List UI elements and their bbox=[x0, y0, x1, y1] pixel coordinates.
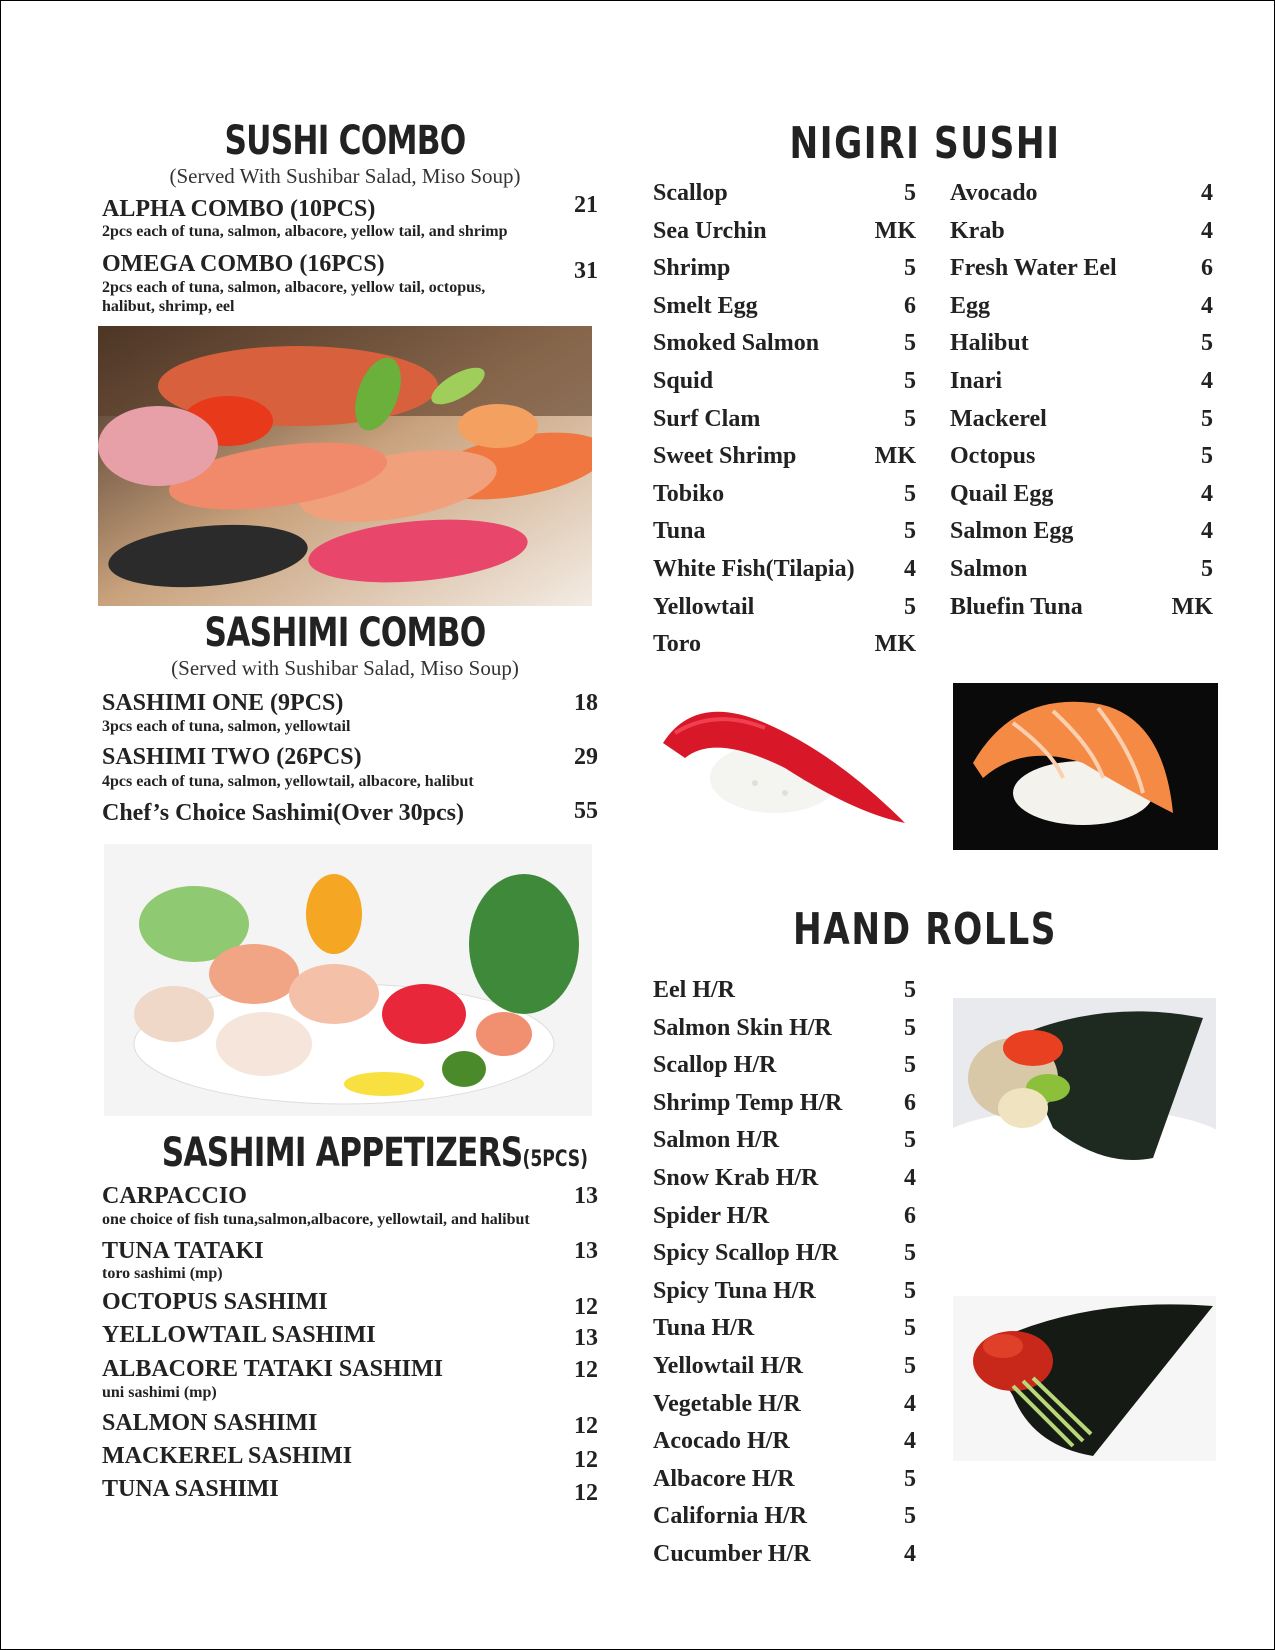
menu-row bbox=[653, 1015, 916, 1051]
menu-row bbox=[653, 406, 916, 442]
menu-item-name: Salmon Skin H/R bbox=[653, 1014, 832, 1041]
menu-item-name: Mackerel bbox=[950, 405, 1047, 432]
menu-row bbox=[653, 1391, 916, 1427]
menu-row bbox=[950, 330, 1213, 366]
menu-item-price: MK bbox=[874, 217, 916, 244]
menu-item-name: Inari bbox=[950, 368, 1003, 394]
appetizer-name: SALMON SASHIMI bbox=[102, 1410, 318, 1436]
appetizer-price: 13 bbox=[574, 1325, 598, 1351]
menu-row bbox=[653, 218, 916, 254]
menu-item-name: Smelt Egg bbox=[653, 292, 758, 319]
menu-row bbox=[653, 1203, 916, 1239]
menu-row bbox=[950, 218, 1213, 254]
menu-item-name: Octopus bbox=[950, 443, 1036, 470]
menu-item-price: 5 bbox=[904, 518, 916, 545]
menu-row bbox=[653, 255, 916, 291]
appetizer-name: CARPACCIO bbox=[102, 1183, 247, 1209]
menu-item-name: Salmon H/R bbox=[653, 1127, 780, 1154]
menu-item-price: 6 bbox=[1201, 255, 1213, 282]
appetizer-price: 12 bbox=[574, 1480, 598, 1506]
menu-row bbox=[653, 594, 916, 630]
menu-item-name: Krab bbox=[950, 217, 1005, 244]
menu-item-price: 4 bbox=[1201, 518, 1213, 545]
combo-item-desc: halibut, shrimp, eel bbox=[102, 298, 235, 315]
menu-row bbox=[950, 594, 1213, 630]
menu-item-price: 4 bbox=[904, 1390, 916, 1417]
menu-item-name: Acocado H/R bbox=[653, 1428, 790, 1455]
menu-row bbox=[653, 1541, 916, 1577]
menu-item-name: Sweet Shrimp bbox=[653, 443, 797, 470]
menu-row bbox=[950, 556, 1213, 592]
menu-row bbox=[653, 556, 916, 592]
menu-item-price: 5 bbox=[904, 180, 916, 206]
sashimi-combo-title: SASHIMI COMBO bbox=[204, 610, 486, 656]
appetizer-price: 12 bbox=[574, 1447, 598, 1473]
menu-item-price: 4 bbox=[904, 1165, 916, 1191]
menu-item-name: Tobiko bbox=[653, 480, 725, 507]
tuna-nigiri-photo bbox=[655, 683, 915, 843]
menu-item-price: 4 bbox=[904, 1428, 916, 1455]
appetizer-desc: uni sashimi (mp) bbox=[102, 1384, 217, 1401]
sushi-combo-subtitle: (Served With Sushibar Salad, Miso Soup) bbox=[169, 164, 521, 188]
combo-item-price: 18 bbox=[574, 690, 598, 716]
menu-item-price: 4 bbox=[1201, 368, 1213, 394]
menu-item-price: 4 bbox=[1201, 292, 1213, 319]
menu-item-name: Bluefin Tuna bbox=[950, 593, 1083, 620]
menu-row bbox=[653, 631, 916, 667]
combo-item-name: SASHIMI TWO (26PCS) bbox=[102, 744, 362, 770]
appetizer-price: 13 bbox=[574, 1183, 598, 1209]
menu-item-name: Tuna H/R bbox=[653, 1315, 755, 1342]
menu-item-price: 4 bbox=[904, 1541, 916, 1567]
combo-item-name: SASHIMI ONE (9PCS) bbox=[102, 690, 344, 716]
menu-row bbox=[950, 481, 1213, 517]
menu-item-name: Quail Egg bbox=[950, 480, 1054, 507]
menu-item-price: 5 bbox=[904, 330, 916, 357]
menu-item-name: Tuna bbox=[653, 518, 706, 545]
menu-item-price: 5 bbox=[904, 1240, 916, 1267]
menu-row bbox=[653, 1503, 916, 1539]
menu-row bbox=[950, 518, 1213, 554]
menu-item-name: Eel H/R bbox=[653, 977, 735, 1003]
appetizer-name: TUNA TATAKI bbox=[102, 1238, 264, 1264]
menu-row bbox=[653, 293, 916, 329]
menu-row bbox=[950, 255, 1213, 291]
appetizer-price: 12 bbox=[574, 1294, 598, 1320]
menu-row bbox=[653, 180, 916, 216]
menu-row bbox=[653, 443, 916, 479]
menu-item-price: 5 bbox=[904, 1127, 916, 1154]
combo-item-name: ALPHA COMBO (10PCS) bbox=[102, 196, 376, 222]
appetizer-price: 13 bbox=[574, 1238, 598, 1264]
sushi-platter-photo bbox=[98, 326, 592, 606]
sashimi-appetizers-title-text: SASHIMI APPETIZERS bbox=[161, 1130, 523, 1176]
menu-row bbox=[653, 481, 916, 517]
combo-item-desc: 2pcs each of tuna, salmon, albacore, yellow tail, and shrimp bbox=[102, 223, 508, 240]
spicy-hand-roll-photo bbox=[953, 1296, 1216, 1461]
sashimi-combo-subtitle: (Served with Sushibar Salad, Miso Soup) bbox=[171, 656, 519, 680]
menu-item-name: Vegetable H/R bbox=[653, 1390, 801, 1417]
menu-item-name: Yellowtail H/R bbox=[653, 1353, 803, 1379]
menu-item-name: Cucumber H/R bbox=[653, 1541, 811, 1567]
menu-row bbox=[950, 443, 1213, 479]
sushi-combo-title: SUSHI COMBO bbox=[224, 118, 466, 164]
menu-item-price: 5 bbox=[1201, 443, 1213, 470]
appetizer-desc: toro sashimi (mp) bbox=[102, 1265, 223, 1282]
menu-item-price: 4 bbox=[1201, 217, 1213, 244]
menu-item-price: 5 bbox=[1201, 330, 1213, 357]
menu-item-price: 5 bbox=[904, 480, 916, 507]
combo-item-name: OMEGA COMBO (16PCS) bbox=[102, 251, 385, 277]
appetizer-price: 12 bbox=[574, 1413, 598, 1439]
combo-item-price: 31 bbox=[574, 258, 598, 284]
menu-item-name: Snow Krab H/R bbox=[653, 1165, 819, 1191]
menu-item-price: 5 bbox=[904, 1277, 916, 1304]
menu-item-name: Toro bbox=[653, 631, 702, 658]
menu-item-name: Sea Urchin bbox=[653, 217, 767, 244]
menu-item-price: 5 bbox=[904, 1014, 916, 1041]
appetizer-price: 12 bbox=[574, 1357, 598, 1383]
sashimi-appetizers-note: (5PCS) bbox=[522, 1147, 588, 1172]
menu-item-name: Halibut bbox=[950, 330, 1029, 357]
menu-row bbox=[653, 1052, 916, 1088]
menu-item-price: 6 bbox=[904, 292, 916, 319]
combo-item-price: 55 bbox=[574, 798, 598, 824]
menu-row bbox=[653, 1315, 916, 1351]
menu-item-name: White Fish(Tilapia) bbox=[653, 556, 855, 582]
menu-item-name: California H/R bbox=[653, 1503, 807, 1530]
menu-item-price: 5 bbox=[904, 1353, 916, 1379]
menu-row bbox=[653, 1127, 916, 1163]
appetizer-name: TUNA SASHIMI bbox=[102, 1476, 279, 1502]
combo-item-desc: 3pcs each of tuna, salmon, yellowtail bbox=[102, 718, 351, 735]
hand-rolls-title: HAND ROLLS bbox=[792, 904, 1058, 955]
nigiri-sushi-title: NIGIRI SUSHI bbox=[789, 118, 1061, 169]
menu-row bbox=[653, 1353, 916, 1389]
menu-item-name: Egg bbox=[950, 292, 991, 319]
sashimi-plate-photo bbox=[104, 844, 592, 1116]
menu-item-price: 5 bbox=[1201, 405, 1213, 432]
menu-item-name: Squid bbox=[653, 368, 714, 394]
menu-item-name: Avocado bbox=[950, 180, 1038, 206]
appetizer-name: OCTOPUS SASHIMI bbox=[102, 1289, 328, 1315]
menu-item-price: 4 bbox=[1201, 480, 1213, 507]
menu-row bbox=[653, 1090, 916, 1126]
menu-item-name: Albacore H/R bbox=[653, 1465, 795, 1492]
menu-item-price: 4 bbox=[1201, 180, 1213, 206]
menu-row bbox=[653, 518, 916, 554]
combo-item-desc: 4pcs each of tuna, salmon, yellowtail, albacore, halibut bbox=[102, 773, 474, 790]
menu-item-name: Yellowtail bbox=[653, 593, 755, 620]
menu-row bbox=[950, 406, 1213, 442]
menu-item-price: 4 bbox=[904, 556, 916, 582]
appetizer-desc: one choice of fish tuna,salmon,albacore, yellowtail, and halibut bbox=[102, 1211, 530, 1228]
menu-row bbox=[653, 977, 916, 1013]
menu-item-price: 6 bbox=[904, 1202, 916, 1229]
appetizer-name: YELLOWTAIL SASHIMI bbox=[102, 1322, 376, 1348]
menu-item-name: Scallop bbox=[653, 180, 728, 206]
menu-item-price: 6 bbox=[904, 1089, 916, 1116]
menu-item-name: Salmon bbox=[950, 556, 1028, 582]
salmon-nigiri-photo bbox=[953, 683, 1218, 850]
hand-roll-photo bbox=[953, 998, 1216, 1165]
menu-item-price: 5 bbox=[904, 977, 916, 1003]
menu-item-name: Spider H/R bbox=[653, 1202, 770, 1229]
menu-item-price: 5 bbox=[904, 1465, 916, 1492]
menu-item-price: MK bbox=[1171, 593, 1213, 620]
menu-item-name: Shrimp bbox=[653, 255, 731, 282]
menu-item-price: MK bbox=[874, 443, 916, 470]
menu-row bbox=[653, 1240, 916, 1276]
menu-item-price: 5 bbox=[904, 1503, 916, 1530]
menu-item-name: Spicy Scallop H/R bbox=[653, 1240, 839, 1267]
menu-item-price: 5 bbox=[904, 1052, 916, 1079]
menu-item-name: Fresh Water Eel bbox=[950, 255, 1117, 282]
menu-item-price: 5 bbox=[904, 1315, 916, 1342]
menu-item-price: 5 bbox=[904, 255, 916, 282]
combo-item-desc: 2pcs each of tuna, salmon, albacore, yellow tail, octopus, bbox=[102, 279, 486, 296]
menu-item-name: Spicy Tuna H/R bbox=[653, 1277, 816, 1304]
menu-row bbox=[950, 293, 1213, 329]
appetizer-name: ALBACORE TATAKI SASHIMI bbox=[102, 1356, 443, 1382]
menu-item-name: Smoked Salmon bbox=[653, 330, 820, 357]
menu-row bbox=[653, 368, 916, 404]
menu-row bbox=[653, 330, 916, 366]
menu-row bbox=[653, 1165, 916, 1201]
combo-item-name: Chef’s Choice Sashimi(Over 30pcs) bbox=[102, 800, 464, 826]
menu-item-name: Salmon Egg bbox=[950, 518, 1074, 545]
menu-item-name: Shrimp Temp H/R bbox=[653, 1089, 843, 1116]
menu-item-name: Surf Clam bbox=[653, 405, 761, 432]
menu-row bbox=[653, 1428, 916, 1464]
combo-item-price: 29 bbox=[574, 744, 598, 770]
menu-row bbox=[950, 180, 1213, 216]
menu-item-price: 5 bbox=[1201, 556, 1213, 582]
menu-row bbox=[653, 1278, 916, 1314]
menu-row bbox=[950, 368, 1213, 404]
combo-item-price: 21 bbox=[574, 192, 598, 218]
menu-row bbox=[653, 1466, 916, 1502]
menu-item-price: 5 bbox=[904, 593, 916, 620]
menu-item-price: 5 bbox=[904, 368, 916, 394]
appetizer-name: MACKEREL SASHIMI bbox=[102, 1443, 353, 1469]
sashimi-appetizers-title bbox=[161, 1130, 588, 1176]
menu-item-name: Scallop H/R bbox=[653, 1052, 777, 1079]
menu-item-price: 5 bbox=[904, 405, 916, 432]
menu-item-price: MK bbox=[874, 631, 916, 658]
